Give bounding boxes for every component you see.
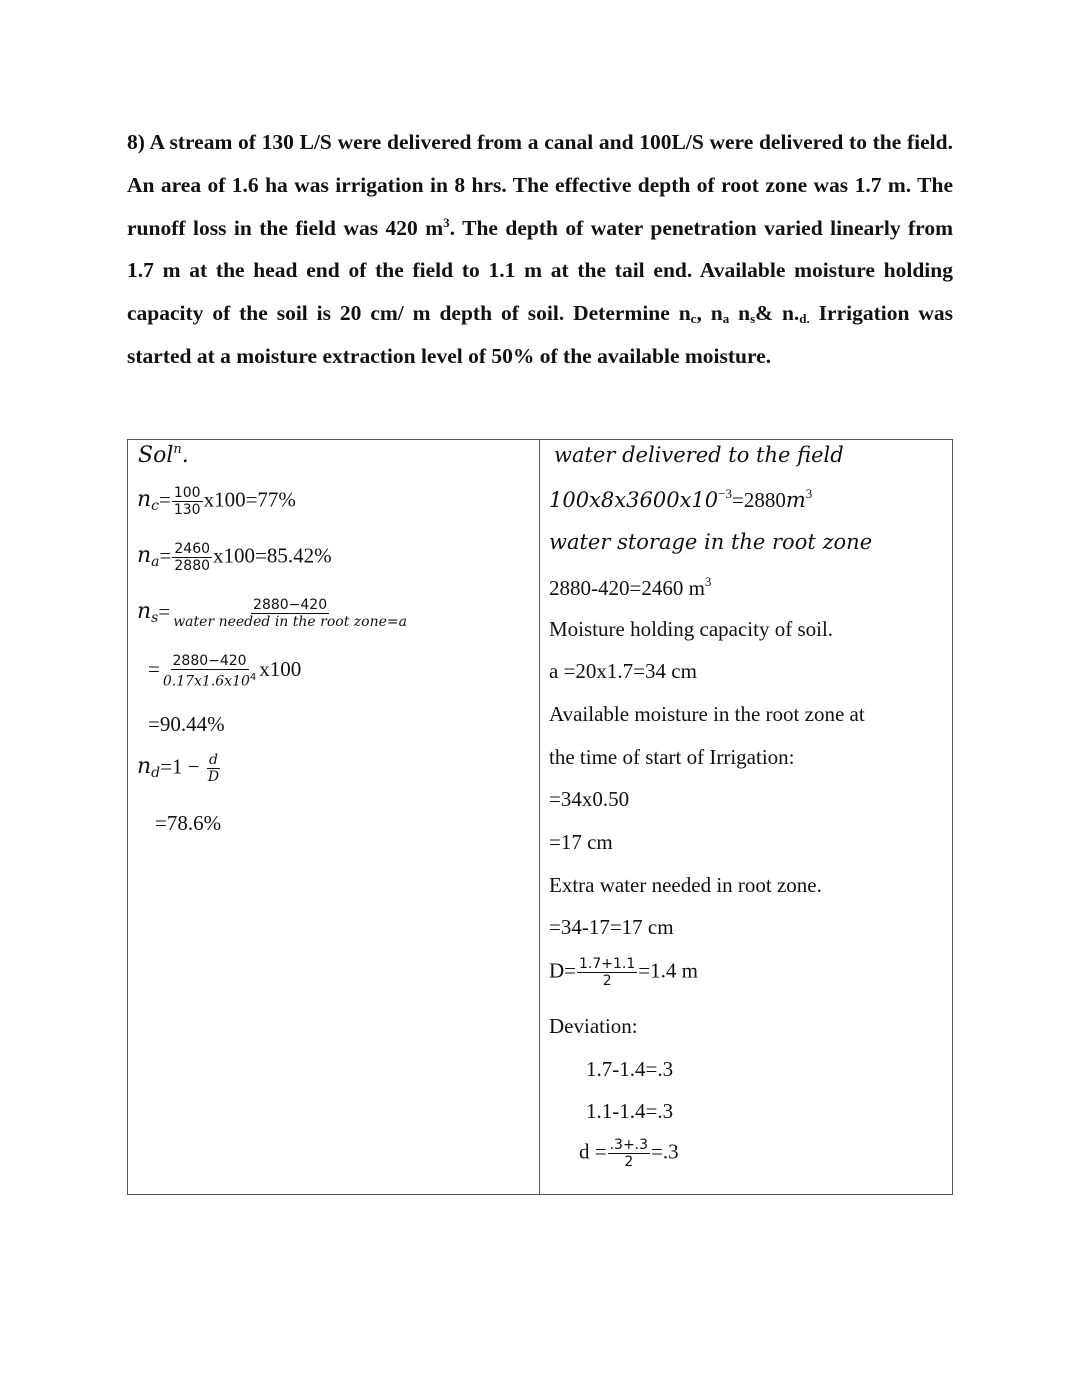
fraction: $\frac{2880-420}{\text{water needed in the root zone=a}}$ (173, 597, 407, 630)
mean-deviation-equation: d = $\frac{.3+.3}{2}$ =.3 (579, 1137, 679, 1170)
deviation-label: Deviation: (549, 1014, 638, 1038)
ns-equation: $n_s=$ $\frac{2880-420}{\text{water needed in the root zone=a}}$ (137, 597, 407, 630)
mean-depth-equation: D= $\frac{1.7+1.1}{2}$ =1.4 m (549, 956, 698, 989)
available-moisture-label-1: Available moisture in the root zone at (549, 702, 865, 726)
problem-number: 8) (127, 130, 145, 154)
fraction: $\frac{100}{130}$ (173, 485, 201, 518)
na-equation: $n_a=$ $\frac{2460}{2880}$ x100=85.42% (137, 541, 332, 574)
ns-result: =90.44% (148, 712, 225, 736)
extra-water-calc: =34-17=17 cm (549, 915, 674, 939)
water-delivered-calc: $100x8x3600x10^{-3}=2880m^3$ (549, 486, 813, 512)
problem-statement: 8) A stream of 130 L/S were delivered from a canal and 100L/S were delivered to the field. An area of 1.6 ha was irrigation in 8 hrs. The effective depth of root zone was 1.7 m. The runoff loss in the field was 420 $m^3$. The depth of water penetration varied linearly from 1.7 m at the head end of the field to 1.1 m at the tail end. Available moisture holding capacity of the soil is 20 cm/ m depth of soil. Determine $n_c$, $n_a$ $n_s\&$ $n._{d.}$ Irrigation was started at a moisture extraction level of 50% of the available moisture. (127, 130, 953, 368)
ns-substitution: = $\frac{2880-420}{0.17x1.6x10^4}$ x100 (148, 653, 302, 690)
available-moisture-calc: =34x0.50 (549, 787, 630, 811)
fraction: $\frac{.3+.3}{2}$ (609, 1137, 649, 1170)
solution-left-column (128, 440, 539, 1194)
solution-heading: Sol$^n$. (138, 442, 189, 468)
moisture-capacity-calc: a =20x1.7=34 cm (549, 659, 697, 683)
deviation-head: 1.7-1.4=.3 (586, 1057, 674, 1081)
water-delivered-label: water delivered to the field (554, 443, 844, 467)
deviation-tail: 1.1-1.4=.3 (586, 1099, 674, 1123)
fraction: $\frac{2880-420}{0.17x1.6x10^4}$ (162, 653, 257, 690)
solution-table (127, 439, 953, 1195)
water-storage-label: water storage in the root zone (549, 530, 873, 554)
available-moisture-label-2: the time of start of Irrigation: (549, 745, 795, 769)
solution-right-column (540, 440, 952, 1194)
nc-equation: $n_c=$ $\frac{100}{130}$ x100=77% (137, 485, 296, 518)
available-moisture-result: =17 cm (549, 830, 613, 854)
extra-water-label: Extra water needed in root zone. (549, 873, 822, 897)
fraction: $\frac{d}{D}$ (207, 752, 220, 785)
fraction: $\frac{1.7+1.1}{2}$ (579, 956, 636, 989)
nd-result: =78.6% (155, 811, 222, 835)
moisture-capacity-label: Moisture holding capacity of soil. (549, 617, 834, 641)
fraction: $\frac{2460}{2880}$ (174, 541, 211, 574)
water-storage-calc: 2880-420=2460 $m^3$ (549, 574, 712, 600)
nd-equation: $n_d=1$ − $\frac{d}{D}$ (137, 752, 220, 785)
